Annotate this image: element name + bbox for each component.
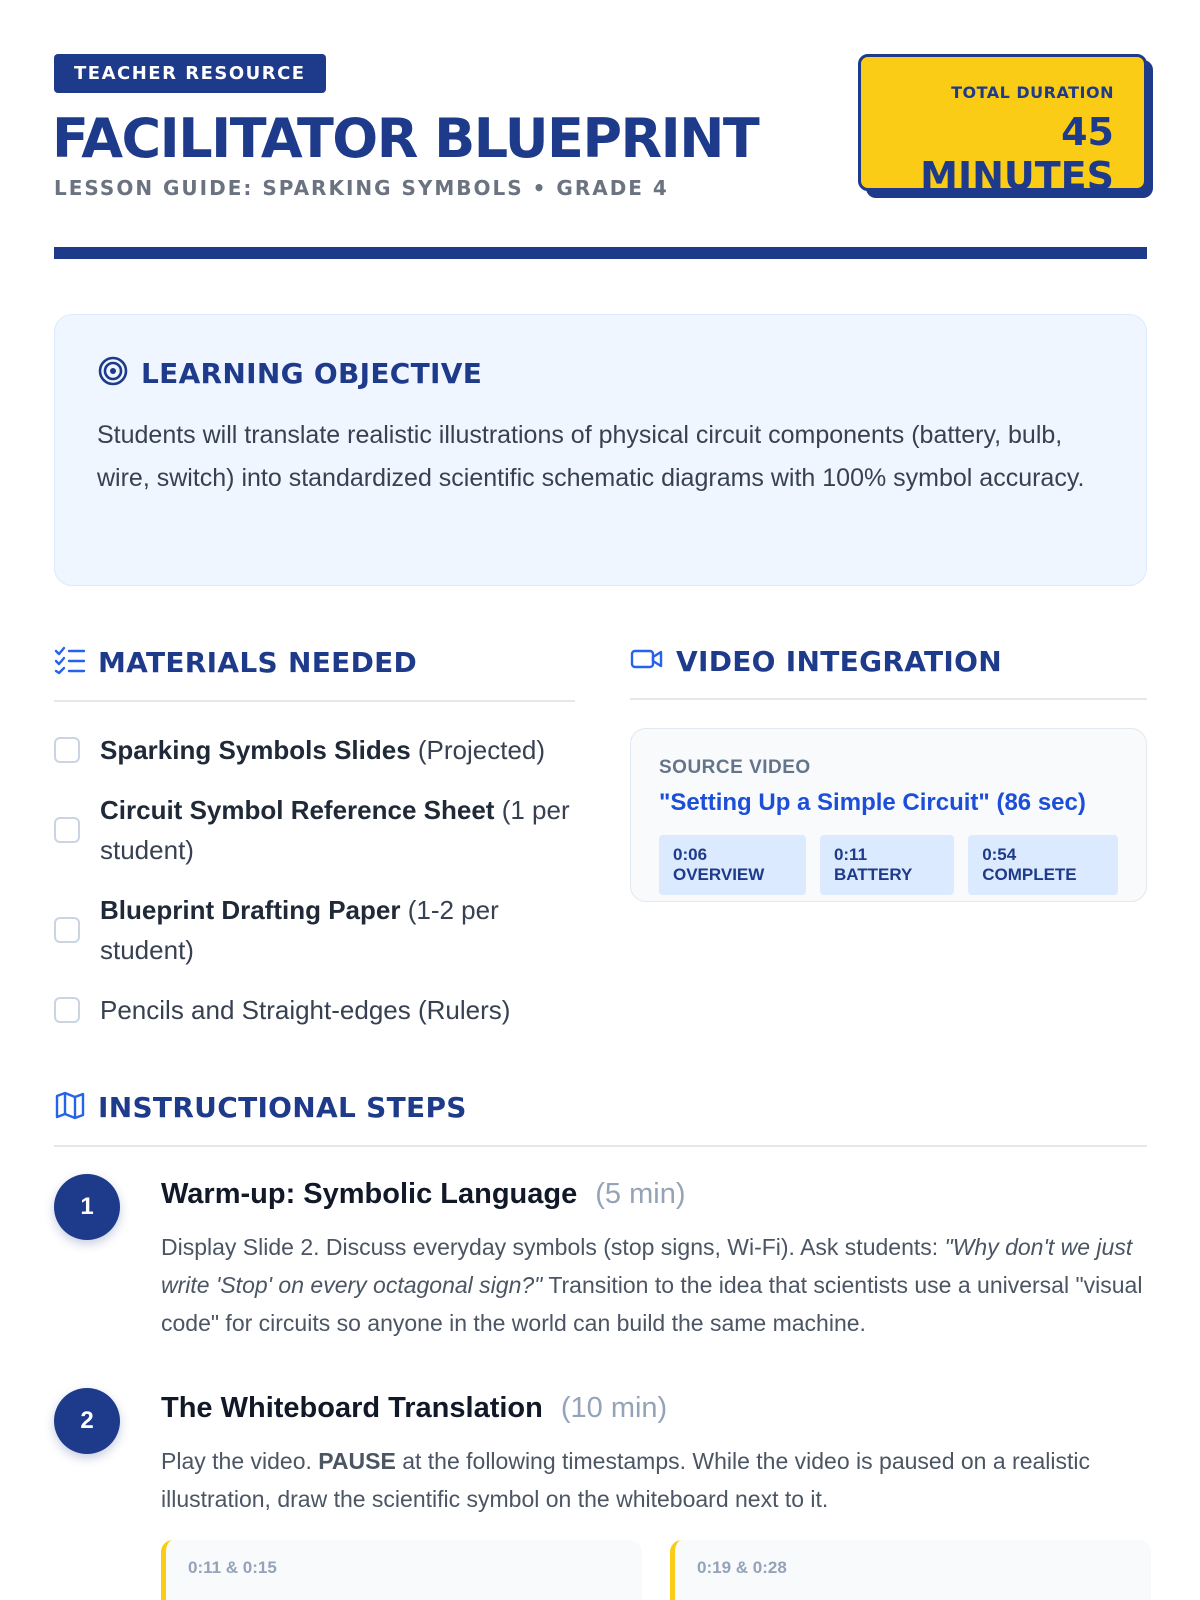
timestamp-chip[interactable]: 0:54 COMPLETE — [968, 835, 1118, 895]
timestamp-card — [670, 1540, 1151, 1600]
step-description: Display Slide 2. Discuss everyday symbols (stop signs, Wi-Fi). Ask students: "Why don't we just write 'Stop' on every octagonal sign?" Transition to the idea that scientists use a universal "visual code" for circuits so anyone in the world can build the same machine. — [161, 1234, 1143, 1336]
material-name: Sparking Symbols Slides — [100, 735, 411, 765]
step-duration: (10 min) — [560, 1392, 668, 1424]
duration-label: TOTAL DURATION — [951, 83, 1114, 102]
target-icon — [97, 355, 129, 392]
objective-text: Students will translate realistic illustrations of physical circuit components (battery, bulb, wire, switch) into standardized scientific schematic diagrams with 100% symbol accuracy. — [97, 421, 1085, 492]
teacher-resource-badge: TEACHER RESOURCE — [54, 54, 326, 93]
material-checkbox[interactable] — [54, 737, 80, 763]
page-title: FACILITATOR BLUEPRINT — [52, 107, 759, 170]
video-card — [630, 728, 1147, 902]
timestamp-cards — [161, 1540, 1151, 1600]
material-item[interactable] — [54, 890, 575, 970]
materials-section — [54, 645, 575, 1050]
video-heading: VIDEO INTEGRATION — [676, 645, 1002, 678]
material-name: Circuit Symbol Reference Sheet — [100, 795, 495, 825]
video-camera-icon — [630, 646, 664, 677]
material-checkbox[interactable] — [54, 917, 80, 943]
page-subtitle: LESSON GUIDE: SPARKING SYMBOLS • GRADE 4 — [54, 176, 669, 200]
timestamp-chip[interactable]: 0:11 BATTERY — [820, 835, 954, 895]
steps-divider — [54, 1145, 1147, 1147]
step-title: The Whiteboard Translation — [161, 1392, 543, 1424]
duration-value: 45 MINUTES — [920, 110, 1114, 198]
material-item[interactable] — [54, 730, 575, 770]
material-checkbox[interactable] — [54, 997, 80, 1023]
material-detail: (1-2 per student) — [100, 895, 499, 965]
instructional-steps-section — [54, 1090, 1147, 1577]
material-item[interactable] — [54, 790, 575, 870]
timestamp-card-time: 0:11 & 0:15 — [188, 1558, 277, 1577]
source-video-label: SOURCE VIDEO — [659, 757, 811, 778]
material-checkbox[interactable] — [54, 817, 80, 843]
timestamp-chip[interactable]: 0:06 OVERVIEW — [659, 835, 806, 895]
materials-list — [54, 730, 575, 1030]
step-number: 1 — [54, 1174, 120, 1240]
steps-heading: INSTRUCTIONAL STEPS — [98, 1091, 467, 1124]
step-duration: (5 min) — [595, 1178, 686, 1210]
material-detail: (Projected) — [417, 735, 546, 765]
map-icon — [54, 1090, 86, 1125]
step-title: Warm-up: Symbolic Language — [161, 1178, 578, 1210]
video-section — [630, 645, 1147, 902]
learning-objective-panel — [54, 314, 1147, 586]
source-video-link[interactable]: "Setting Up a Simple Circuit" (86 sec) — [659, 789, 1086, 816]
timestamp-chips — [659, 835, 1118, 895]
step-number: 2 — [54, 1388, 120, 1454]
step-description: Play the video. PAUSE at the following timestamps. While the video is paused on a realistic illustration, draw the scientific symbol on the whiteboard next to it. — [161, 1448, 1090, 1512]
duration-card — [858, 54, 1147, 198]
video-divider — [630, 698, 1147, 700]
timestamp-card-time: 0:19 & 0:28 — [697, 1558, 787, 1577]
checklist-icon — [54, 645, 86, 680]
material-name: Blueprint Drafting Paper — [100, 895, 401, 925]
material-detail: (1 per student) — [100, 795, 570, 865]
timestamp-card — [161, 1540, 642, 1600]
material-item[interactable] — [54, 990, 575, 1030]
materials-heading: MATERIALS NEEDED — [98, 646, 418, 679]
objective-heading: LEARNING OBJECTIVE — [141, 357, 483, 390]
materials-divider — [54, 700, 575, 702]
material-detail: Pencils and Straight-edges (Rulers) — [100, 995, 511, 1025]
header-divider — [54, 247, 1147, 259]
